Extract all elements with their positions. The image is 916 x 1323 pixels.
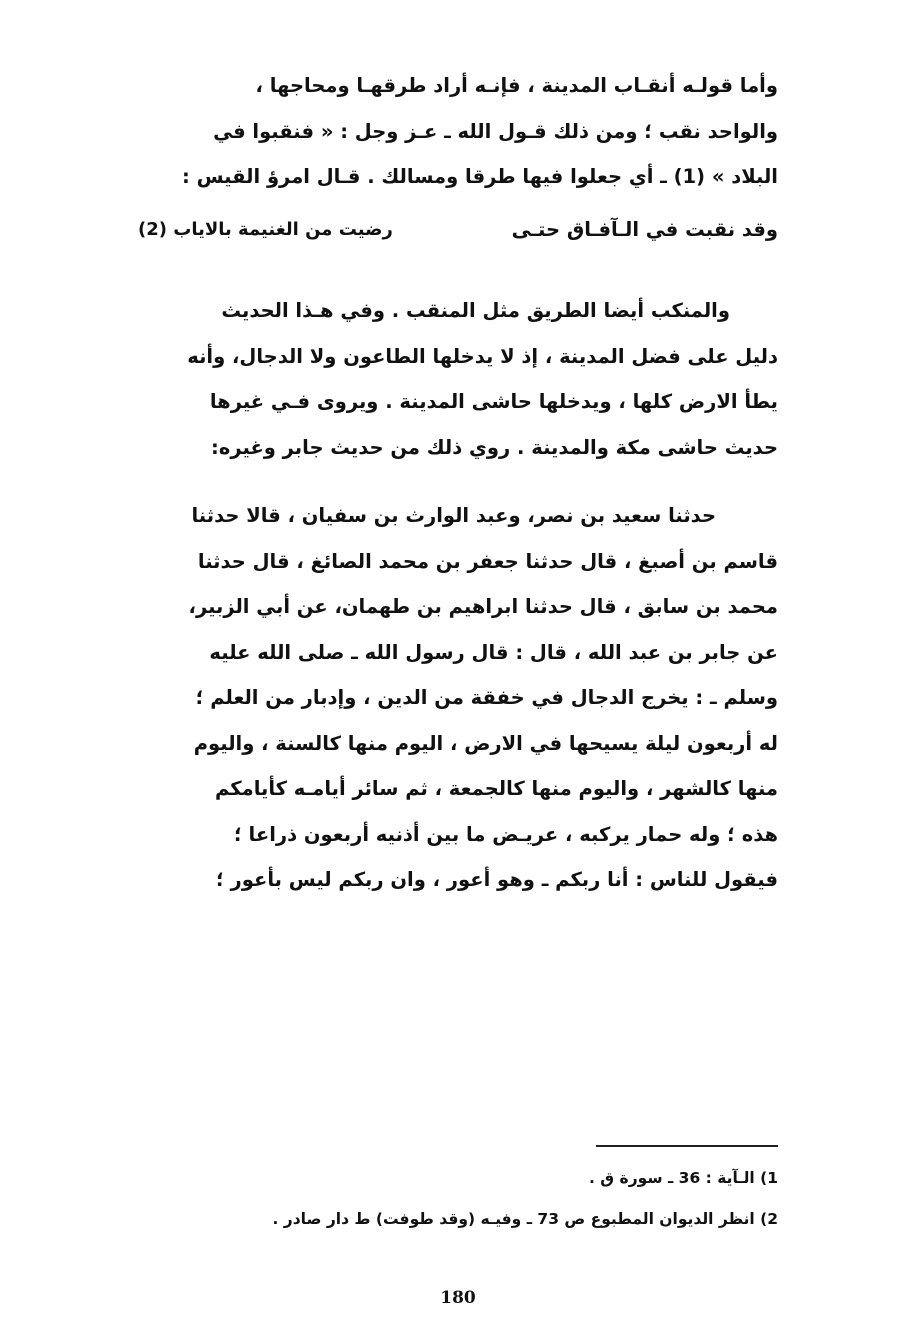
text-line: يطأ الارض كلها ، ويدخلها حاشى المدينة . ويروى فـي غيرها xyxy=(209,390,778,413)
footnote-separator xyxy=(596,1145,778,1147)
text-line: هذه ؛ وله حمار يركبه ، عريـض ما بين أذنيه أربعون ذراعا ؛ xyxy=(233,822,778,846)
paragraph-1 xyxy=(138,63,778,200)
verse-second-hemistich: رضيت من الغنيمة بالاياب (2) xyxy=(138,219,393,240)
text-line: والمنكب أيضا الطريق مثل المنقب . وفي هـذا الحديث xyxy=(221,299,730,322)
text-line: منها كالشهر ، واليوم منها كالجمعة ، ثم سائر أيامـه كأيامكم xyxy=(214,777,778,800)
text-line: له أربعون ليلة يسيحها في الارض ، اليوم منها كالسنة ، واليوم xyxy=(193,731,778,755)
poetry-verse xyxy=(138,207,778,253)
text-line: دليل على فضل المدينة ، إذ لا يدخلها الطاعون ولا الدجال، وأنه xyxy=(187,344,778,368)
text-line: حدثنا سعيد بن نصر، وعبد الوارث بن سفيان ، قالا حدثنا xyxy=(191,504,716,527)
text-line: وسلم ـ : يخرج الدجال في خفقة من الدين ، وإدبار من العلم ؛ xyxy=(195,686,778,709)
paragraph-2 xyxy=(138,288,778,470)
page-number: 180 xyxy=(440,1288,476,1308)
paragraph-3-hadith xyxy=(138,493,778,903)
text-line: حديث حاشى مكة والمدينة . روي ذلك من حديث جابر وغيره: xyxy=(211,435,778,459)
text-line: والواحد نقب ؛ ومن ذلك قـول الله ـ عـز وجل : « فنقبوا في xyxy=(213,119,778,143)
verse-first-hemistich: وقد نقبت في الـآفـاق حتـى xyxy=(511,218,778,241)
footnote-2: 2) انظر الديوان المطبوع ص 73 ـ وفيـه (وقد طوفت) ط دار صادر . xyxy=(272,1210,778,1228)
text-line: محمد بن سابق ، قال حدثنا ابراهيم بن طهمان، عن أبي الزبير، xyxy=(188,595,778,618)
footnotes xyxy=(138,1158,778,1240)
text-line: عن جابر بن عبد الله ، قال : قال رسول الله ـ صلى الله عليه xyxy=(209,640,778,664)
text-line: وأما قولـه أنقـاب المدينة ، فإنـه أراد طرقهـا ومحاجها ، xyxy=(255,74,778,97)
text-line: البلاد » (1) ـ أي جعلوا فيها طرقا ومسالك . قـال امرؤ القيس : xyxy=(182,165,778,188)
text-line: فيقول للناس : أنا ربكم ـ وهو أعور ، وان ربكم ليس بأعور ؛ xyxy=(215,868,778,891)
text-line: قاسم بن أصبغ ، قال حدثنا جعفر بن محمد الصائغ ، قال حدثنا xyxy=(197,549,778,573)
footnote-1: 1) الـآية : 36 ـ سورة ق . xyxy=(589,1169,778,1187)
